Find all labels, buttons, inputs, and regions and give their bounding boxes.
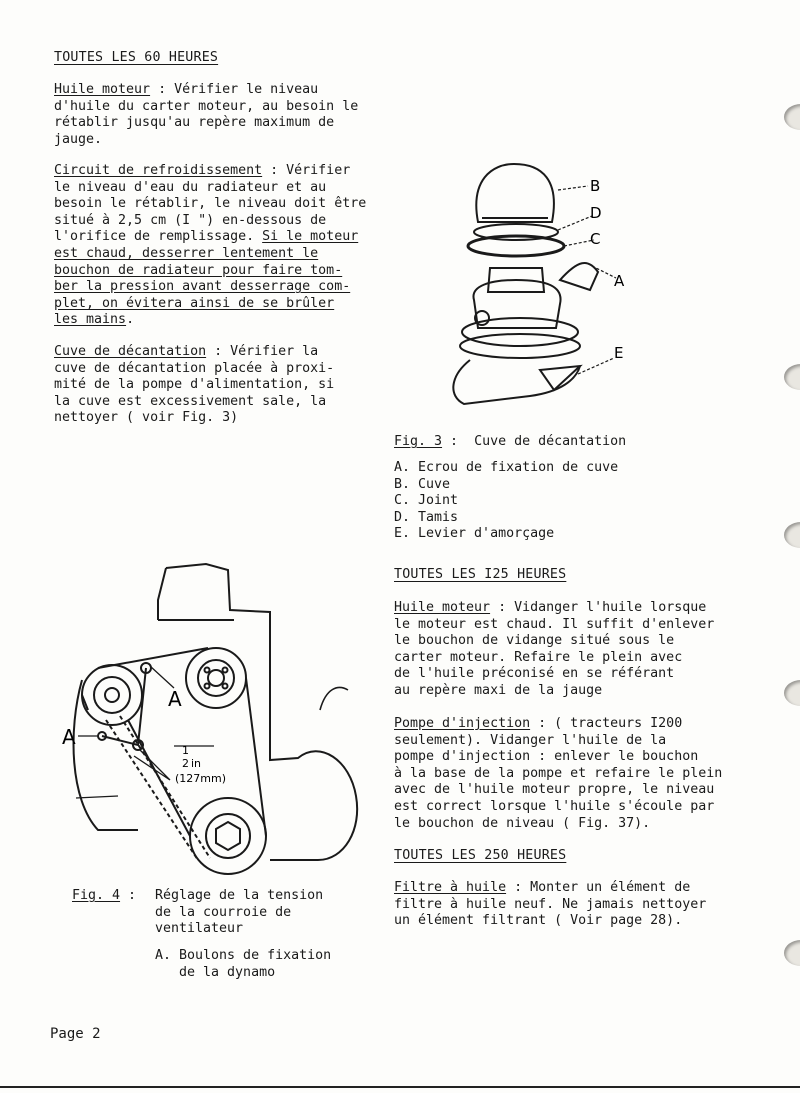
warning-text: les mains (54, 312, 127, 328)
text-line: filtre à huile neuf. Ne jamais nettoyer (394, 896, 707, 912)
para-text: : Vidanger l'huile lorsque (490, 600, 707, 615)
text-plain: : (442, 434, 475, 449)
fig4-belt-diagram (58, 560, 368, 880)
binder-hole (784, 364, 800, 390)
para-text: : Vérifier le niveau (150, 82, 319, 97)
binder-hole (784, 680, 800, 706)
para-text: : Monter un élément de (506, 880, 691, 895)
text-line: d'huile du carter moteur, au besoin le (54, 98, 359, 114)
legend-item: C. Joint (394, 493, 459, 509)
text-line: le moteur est chaud. Il suffit d'enlever (394, 616, 715, 632)
caption-line: ventilateur (155, 921, 244, 937)
label-a: A (614, 272, 625, 290)
warning-line: plet, on évitera ainsi de se brûler (54, 295, 335, 311)
fig4-caption (72, 888, 144, 905)
dim-den: 2 (182, 757, 189, 770)
bottom-rule (0, 1086, 800, 1088)
text-line: le bouchon de vidange situé sous le (394, 633, 675, 649)
text-line: à la base de la pompe et refaire le plein (394, 765, 723, 781)
text-line (54, 229, 358, 246)
para-filtre-first (394, 880, 690, 897)
para-title: Cuve de décantation (54, 344, 207, 359)
text-line: seulement). Vidanger l'huile de la (394, 732, 667, 748)
text-line: de l'huile préconisé en se référant (394, 666, 675, 682)
warning-text: Si le moteur (262, 229, 359, 245)
text-plain: : (120, 888, 145, 903)
text-line: besoin le rétablir, le niveau doit être (54, 196, 367, 212)
warning-line: bouchon de radiateur pour faire tom- (54, 262, 343, 278)
text-line: rétablir jusqu'au repère maximum de (54, 115, 335, 131)
warning-line: ber la pression avant desserrage com- (54, 279, 351, 295)
text-line: pompe d'injection : enlever le bouchon (394, 749, 699, 765)
text-line: est correct lorsque l'huile s'écoule par (394, 799, 715, 814)
callout-a: A (168, 687, 182, 711)
para-circuit-first (54, 163, 350, 180)
para-huile-moteur-first (54, 82, 318, 99)
fig-title: Cuve de décantation (474, 434, 627, 449)
section-heading-125h: TOUTES LES I25 HEURES (394, 567, 567, 582)
text-line: nettoyer ( voir Fig. 3) (54, 410, 239, 426)
fig-label: Fig. 4 (72, 888, 121, 903)
text-line: jauge. (54, 131, 103, 147)
para-title: Circuit de refroidissement (54, 163, 263, 178)
label-d: D (590, 204, 602, 222)
text-line: cuve de décantation placée à proxi- (54, 360, 335, 376)
legend-item: A. Ecrou de fixation de cuve (394, 460, 619, 475)
fig-label: Fig. 3 (394, 434, 443, 449)
label-b: B (590, 177, 601, 195)
legend-item: E. Levier d'amorçage (394, 526, 555, 542)
text-line: la cuve est excessivement sale, la (54, 393, 327, 409)
caption-line: Réglage de la tension (155, 888, 324, 903)
para-cuve-first (54, 344, 318, 361)
legend-item: de la dynamo (155, 964, 276, 980)
text-plain: l'orifice de remplissage. (54, 229, 263, 245)
para-huile-125-first (394, 600, 706, 617)
label-e: E (614, 344, 624, 362)
caption-line: de la courroie de (155, 904, 292, 920)
text-line: le niveau d'eau du radiateur et au (54, 179, 327, 195)
text-line: carter moteur. Refaire le plein avec (394, 649, 683, 665)
section-heading-250h: TOUTES LES 250 HEURES (394, 848, 567, 863)
section-heading-60h: TOUTES LES 60 HEURES (54, 50, 219, 65)
warning-line: est chaud, desserrer lentement le (54, 246, 319, 261)
para-title: Huile moteur (54, 82, 151, 97)
page-number: Page 2 (50, 1026, 101, 1042)
para-text: : Vérifier (262, 163, 351, 178)
binder-hole (784, 940, 800, 966)
para-title: Huile moteur (394, 600, 491, 615)
text-line: au repère maxi de la jauge (394, 683, 603, 698)
text-line: avec de l'huile moteur propre, le niveau (394, 782, 715, 798)
fig3-pump-diagram (430, 160, 660, 420)
label-c: C (590, 230, 601, 248)
text-line: le bouchon de niveau ( Fig. 37). (394, 815, 651, 831)
text-line: situé à 2,5 cm (I ") en-dessous de (54, 212, 327, 228)
legend-item: B. Cuve (394, 476, 451, 492)
warning-line-last (54, 312, 134, 329)
binder-hole (784, 104, 800, 130)
binder-hole (784, 522, 800, 548)
legend-item: A. Boulons de fixation (155, 948, 332, 963)
para-text: : Vérifier la (206, 344, 319, 359)
dim-num: 1 (182, 744, 189, 757)
dim-mm: (127mm) (175, 772, 227, 785)
para-pompe-first (394, 716, 682, 733)
para-title: Pompe d'injection (394, 716, 531, 731)
fig3-caption (394, 434, 626, 451)
callout-a: A (62, 725, 76, 749)
text-line: un élément filtrant ( Voir page 28). (394, 913, 683, 929)
text-line: mité de la pompe d'alimentation, si (54, 377, 335, 393)
para-text: : ( tracteurs I200 (530, 716, 683, 731)
para-title: Filtre à huile (394, 880, 507, 895)
legend-item: D. Tamis (394, 509, 459, 525)
dim-unit: in (191, 757, 202, 770)
text-plain: . (126, 312, 135, 328)
